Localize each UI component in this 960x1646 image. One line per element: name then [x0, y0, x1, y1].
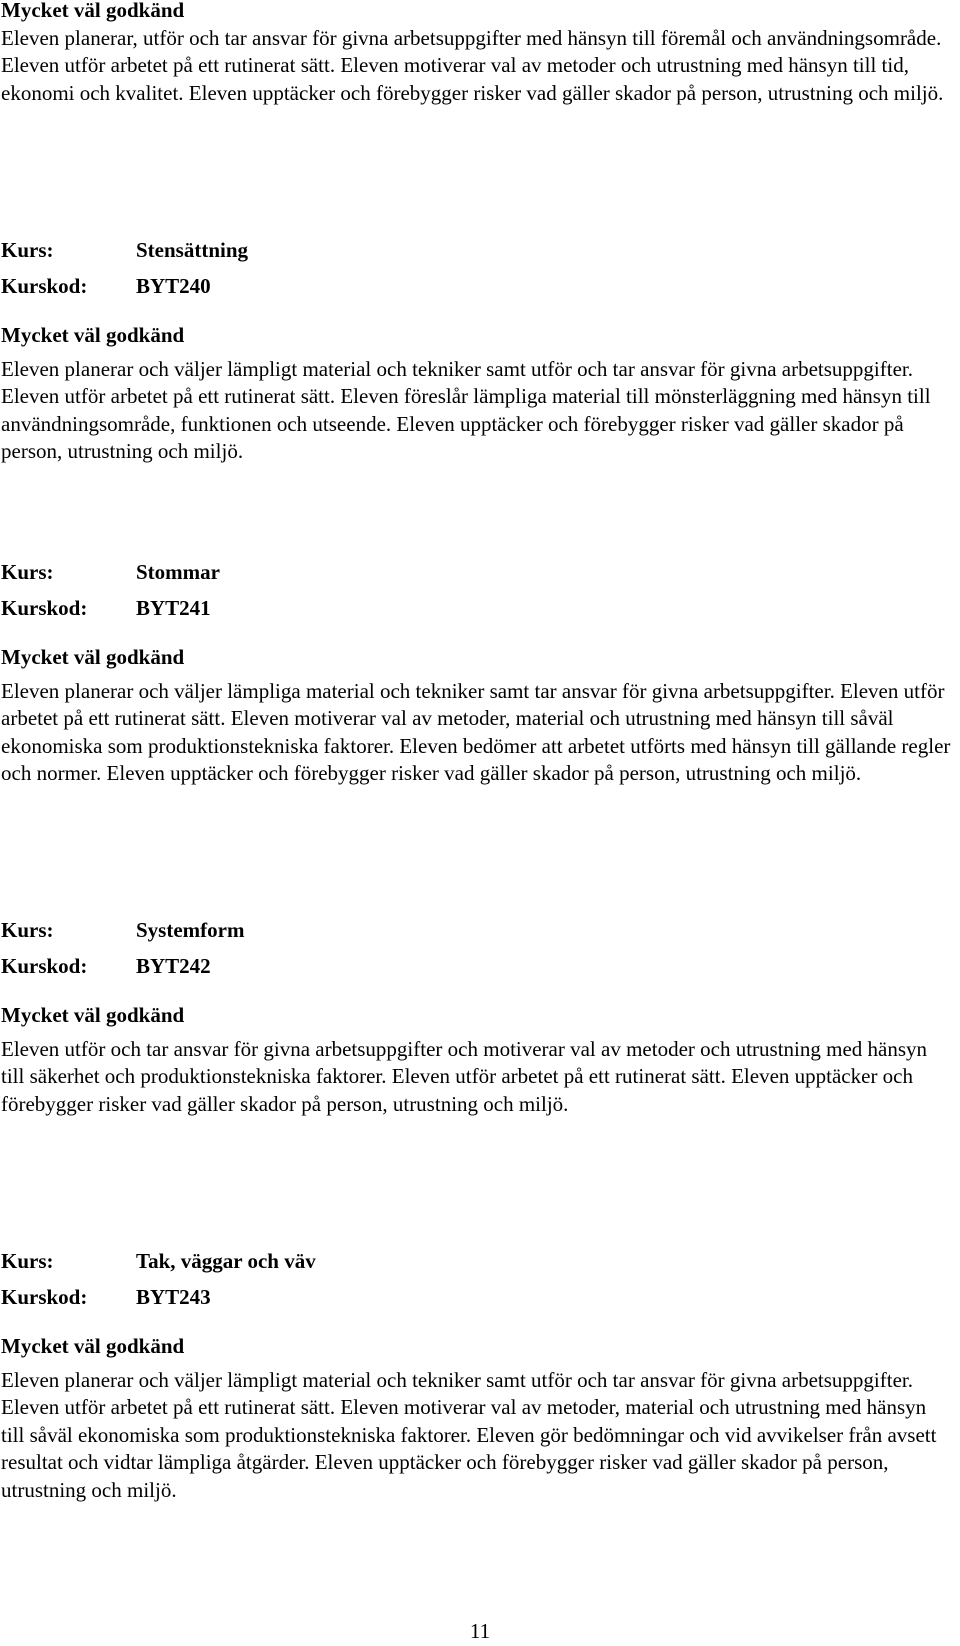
grade-heading: Mycket väl godkänd — [1, 0, 185, 22]
course-name-row — [1, 558, 951, 594]
course-name-row — [1, 916, 951, 952]
course-section-tak-vaggar-vav — [1, 1247, 951, 1504]
grade-heading: Mycket väl godkänd — [1, 1334, 185, 1358]
course-code-label: Kurskod: — [1, 1285, 88, 1309]
course-section-systemform — [1, 916, 951, 1118]
grade-description: Eleven planerar och väljer lämpliga material och tekniker samt tar ansvar för givna arbetsuppgifter. Eleven utför arbetet på ett rutinerat sätt. Eleven motiverar val av metoder, material och utrustning med hänsyn till såväl ekonomiska som produktionstekniska faktorer. Eleven bedömer att arbetet utförts med hänsyn till gällande regler och normer. Eleven upptäcker och förebygger risker vad gäller skador på person, utrustning och miljö. — [1, 678, 951, 785]
course-label: Kurs: — [1, 918, 54, 942]
intro-section — [1, 0, 951, 107]
page-number: 11 — [469, 1619, 491, 1643]
grade-heading: Mycket väl godkänd — [1, 645, 185, 669]
course-code-label: Kurskod: — [1, 274, 88, 298]
course-code: BYT241 — [136, 596, 211, 620]
course-label: Kurs: — [1, 560, 54, 584]
course-section-stommar — [1, 558, 951, 788]
grade-heading: Mycket väl godkänd — [1, 323, 185, 347]
course-name-row — [1, 236, 951, 272]
course-code-row — [1, 952, 951, 988]
course-label: Kurs: — [1, 1249, 54, 1273]
grade-description: Eleven planerar och väljer lämpligt material och tekniker samt utför och tar ansvar för givna arbetsuppgifter. Eleven utför arbetet på ett rutinerat sätt. Eleven föreslår lämpliga material till mönsterläggning med hänsyn till användningsområde, funktionen och utseende. Eleven upptäcker och förebygger risker vad gäller skador på person, utrustning och miljö. — [1, 356, 931, 463]
grade-description: Eleven planerar och väljer lämpligt material och tekniker samt utför och tar ansvar för givna arbetsuppgifter. Eleven utför arbetet på ett rutinerat sätt. Eleven motiverar val av metoder, material och utrustning med hänsyn till såväl ekonomiska som produktionstekniska faktorer. Eleven gör bedömningar och vid avvikelser från avsett resultat och vidtar lämpliga åtgärder. Eleven upptäcker och förebygger risker vad gäller skador på person, utrustning och miljö. — [1, 1367, 937, 1502]
course-code-row — [1, 1283, 951, 1319]
course-code-label: Kurskod: — [1, 596, 88, 620]
course-code-label: Kurskod: — [1, 954, 88, 978]
course-code: BYT242 — [136, 954, 211, 978]
course-code: BYT240 — [136, 274, 211, 298]
course-code-row — [1, 594, 951, 630]
course-name: Stensättning — [136, 238, 249, 262]
course-name: Systemform — [136, 918, 245, 942]
course-code: BYT243 — [136, 1285, 211, 1309]
course-code-row — [1, 272, 951, 308]
course-section-stensattning — [1, 236, 951, 466]
course-name: Stommar — [136, 560, 220, 584]
grade-heading: Mycket väl godkänd — [1, 1003, 185, 1027]
grade-description: Eleven planerar, utför och tar ansvar för givna arbetsuppgifter med hänsyn till föremål och användningsområde. Eleven utför arbetet på ett rutinerat sätt. Eleven motiverar val av metoder och utrustning med hänsyn till tid, ekonomi och kvalitet. Eleven upptäcker och förebygger risker vad gäller skador på person, utrustning och miljö. — [1, 25, 944, 105]
course-name-row — [1, 1247, 951, 1283]
course-label: Kurs: — [1, 238, 54, 262]
grade-description: Eleven utför och tar ansvar för givna arbetsuppgifter och motiverar val av metoder och utrustning med hänsyn till säkerhet och produktionstekniska faktorer. Eleven utför arbetet på ett rutinerat sätt. Eleven upptäcker och förebygger risker vad gäller skador på person, utrustning och miljö. — [1, 1036, 928, 1116]
course-name: Tak, väggar och väv — [136, 1249, 316, 1273]
